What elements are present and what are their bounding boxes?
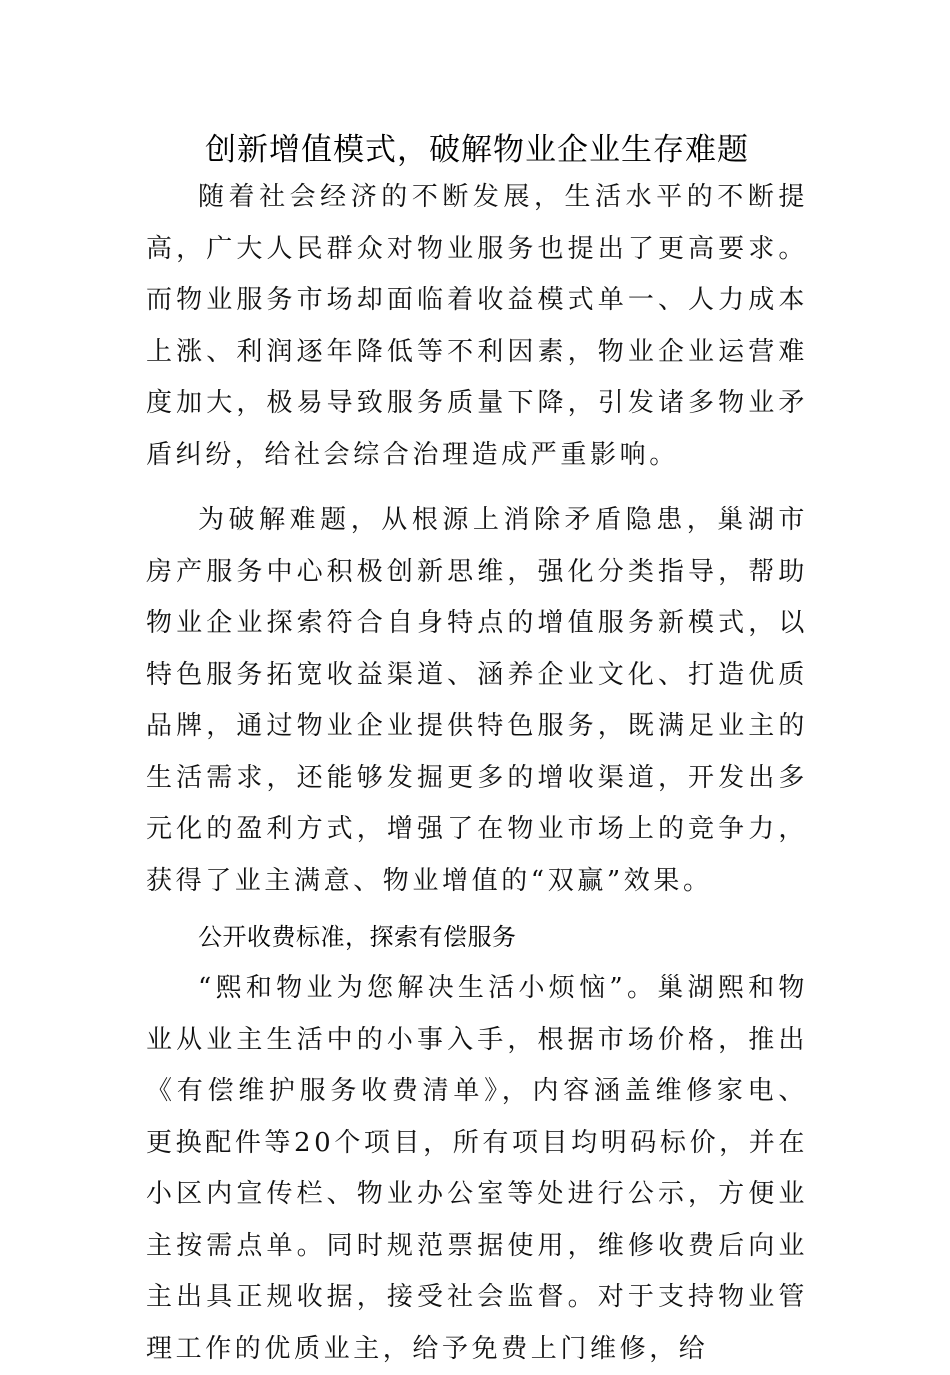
paragraph-measures: 为破解难题，从根源上消除矛盾隐患，巢湖市房产服务中心积极创新思维，强化分类指导，帮助物业企业探索符合自身特点的增值服务新模式，以特色服务拓宽收益渠道、涵养企业文化、打造优质品牌，通过物业企业提供特色服务，既满足业主的生活需求，还能够发掘更多的增收渠道，开发出多元化的盈利方式，增强了在物业市场上的竞争力，获得了业主满意、物业增值的“双赢”效果。	[146, 505, 808, 896]
paragraph-intro: 随着社会经济的不断发展，生活水平的不断提高，广大人民群众对物业服务也提出了更高要求。而物业服务市场却面临着收益模式单一、人力成本上涨、利润逐年降低等不利因素，物业企业运营难度加大，极易导致服务质量下降，引发诸多物业矛盾纠纷，给社会综合治理造成严重影响。	[146, 182, 808, 470]
section-subheading: 公开收费标准，探索有偿服务	[198, 923, 517, 951]
document-page	[146, 128, 808, 1375]
paragraph-xihe: “熙和物业为您解决生活小烦恼”。巢湖熙和物业从业主生活中的小事入手，根据市场价格，推出《有偿维护服务收费清单》，内容涵盖维修家电、更换配件等20个项目，所有项目均明码标价，并在小区内宣传栏、物业办公室等处进行公示，方便业主按需点单。同时规范票据使用，维修收费后向业主出具正规收据，接受社会监督。对于支持物业管理工作的优质业主，给予免费上门维修，给	[146, 973, 808, 1364]
document-title: 创新增值模式，破解物业企业生存难题	[205, 132, 749, 168]
